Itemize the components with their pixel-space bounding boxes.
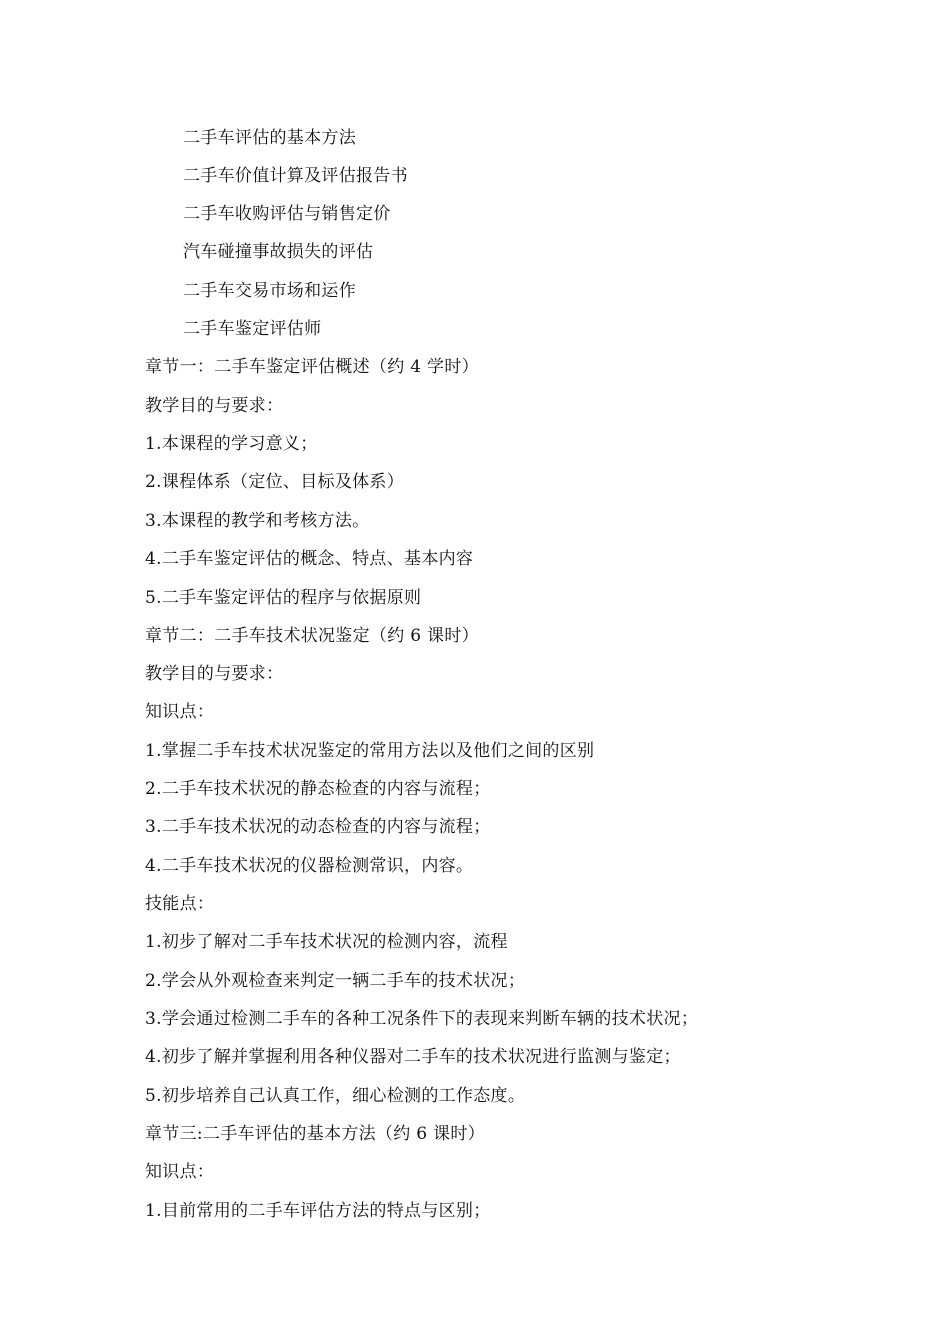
- section-label: 知识点：: [145, 1162, 215, 1182]
- section-label: 教学目的与要求：: [145, 664, 284, 684]
- list-item: 1.初步了解对二手车技术状况的检测内容，流程: [145, 932, 508, 952]
- section-label: 教学目的与要求：: [145, 396, 284, 416]
- toc-item: 二手车鉴定评估师: [183, 319, 322, 339]
- chapter-heading: 章节一：二手车鉴定评估概述（约 4 学时）: [145, 357, 479, 377]
- toc-item: 二手车评估的基本方法: [183, 128, 356, 148]
- list-item: 4.二手车鉴定评估的概念、特点、基本内容: [145, 549, 474, 569]
- list-item: 3.学会通过检测二手车的各种工况条件下的表现来判断车辆的技术状况；: [145, 1009, 699, 1029]
- list-item: 4.初步了解并掌握利用各种仪器对二手车的技术状况进行监测与鉴定；: [145, 1047, 681, 1067]
- section-label: 技能点：: [145, 894, 215, 914]
- toc-item: 二手车收购评估与销售定价: [183, 204, 391, 224]
- list-item: 5.二手车鉴定评估的程序与依据原则: [145, 588, 422, 608]
- chapter-heading: 章节三:二手车评估的基本方法（约 6 课时）: [145, 1124, 485, 1144]
- chapter-heading: 章节二：二手车技术状况鉴定（约 6 课时）: [145, 626, 479, 646]
- list-item: 5.初步培养自己认真工作，细心检测的工作态度。: [145, 1086, 526, 1106]
- list-item: 3.二手车技术状况的动态检查的内容与流程；: [145, 817, 491, 837]
- list-item: 2.学会从外观检查来判定一辆二手车的技术状况；: [145, 971, 526, 991]
- list-item: 3.本课程的教学和考核方法。: [145, 511, 370, 531]
- list-item: 4.二手车技术状况的仪器检测常识，内容。: [145, 856, 474, 876]
- toc-item: 二手车价值计算及评估报告书: [183, 166, 408, 186]
- list-item: 2.二手车技术状况的静态检查的内容与流程；: [145, 779, 491, 799]
- list-item: 1.目前常用的二手车评估方法的特点与区别；: [145, 1201, 491, 1221]
- list-item: 2.课程体系（定位、目标及体系）: [145, 472, 405, 492]
- toc-item: 汽车碰撞事故损失的评估: [183, 242, 374, 262]
- list-item: 1.掌握二手车技术状况鉴定的常用方法以及他们之间的区别: [145, 741, 595, 761]
- section-label: 知识点：: [145, 702, 215, 722]
- list-item: 1.本课程的学习意义；: [145, 434, 318, 454]
- toc-item: 二手车交易市场和运作: [183, 281, 356, 301]
